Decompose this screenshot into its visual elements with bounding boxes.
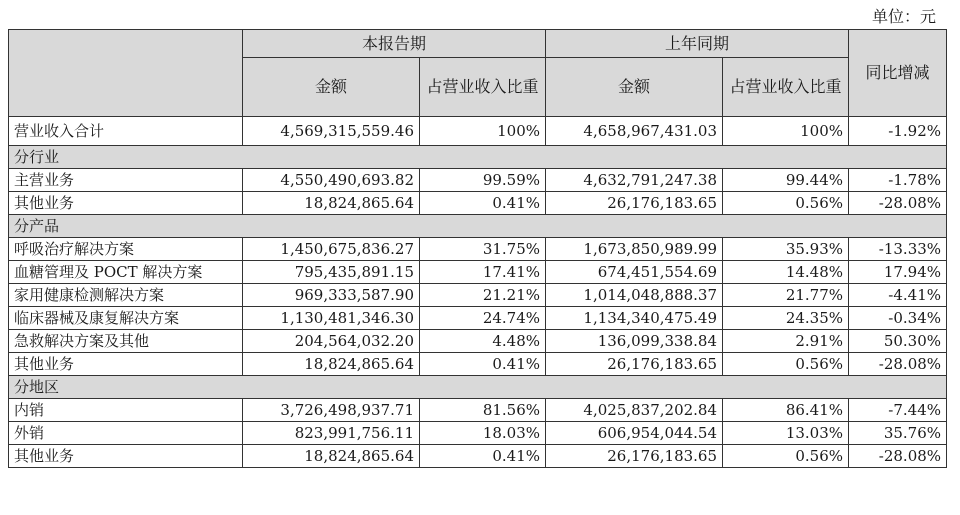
header-current-amount: 金额 <box>243 58 420 117</box>
header-last-year-period: 上年同期 <box>546 30 849 58</box>
total-row <box>9 117 947 146</box>
row-last-year-amount: 606,954,044.54 <box>546 422 723 445</box>
total-current-amount: 4,569,315,559.46 <box>243 117 420 146</box>
header-last-year-amount: 金额 <box>546 58 723 117</box>
row-current-amount: 18,824,865.64 <box>243 445 420 468</box>
row-yoy: 35.76% <box>849 422 947 445</box>
row-current-ratio: 24.74% <box>420 307 546 330</box>
row-label: 主营业务 <box>9 169 243 192</box>
row-last-year-amount: 1,134,340,475.49 <box>546 307 723 330</box>
table-row <box>9 353 947 376</box>
row-current-ratio: 4.48% <box>420 330 546 353</box>
table-row <box>9 330 947 353</box>
row-current-amount: 204,564,032.20 <box>243 330 420 353</box>
row-yoy: -28.08% <box>849 192 947 215</box>
header-last-year-ratio: 占营业收入比重 <box>723 58 849 117</box>
header-row-1 <box>9 30 947 58</box>
row-current-ratio: 0.41% <box>420 192 546 215</box>
row-label: 家用健康检测解决方案 <box>9 284 243 307</box>
row-last-year-ratio: 14.48% <box>723 261 849 284</box>
row-last-year-ratio: 0.56% <box>723 353 849 376</box>
total-label: 营业收入合计 <box>9 117 243 146</box>
section-title: 分产品 <box>9 215 947 238</box>
row-label: 其他业务 <box>9 192 243 215</box>
total-last-year-amount: 4,658,967,431.03 <box>546 117 723 146</box>
row-last-year-ratio: 24.35% <box>723 307 849 330</box>
row-label: 其他业务 <box>9 353 243 376</box>
section-row <box>9 215 947 238</box>
header-current-ratio: 占营业收入比重 <box>420 58 546 117</box>
row-last-year-amount: 4,025,837,202.84 <box>546 399 723 422</box>
row-current-amount: 795,435,891.15 <box>243 261 420 284</box>
table-row <box>9 261 947 284</box>
row-last-year-amount: 26,176,183.65 <box>546 445 723 468</box>
total-current-ratio: 100% <box>420 117 546 146</box>
section-row <box>9 146 947 169</box>
row-yoy: -1.78% <box>849 169 947 192</box>
row-current-ratio: 21.21% <box>420 284 546 307</box>
row-current-ratio: 17.41% <box>420 261 546 284</box>
table-row <box>9 445 947 468</box>
row-current-ratio: 99.59% <box>420 169 546 192</box>
row-current-amount: 18,824,865.64 <box>243 192 420 215</box>
row-last-year-ratio: 13.03% <box>723 422 849 445</box>
row-current-ratio: 0.41% <box>420 445 546 468</box>
row-current-ratio: 81.56% <box>420 399 546 422</box>
header-yoy: 同比增减 <box>849 30 947 117</box>
row-label: 血糖管理及 POCT 解决方案 <box>9 261 243 284</box>
row-last-year-amount: 4,632,791,247.38 <box>546 169 723 192</box>
row-current-amount: 18,824,865.64 <box>243 353 420 376</box>
row-yoy: -7.44% <box>849 399 947 422</box>
table-row <box>9 284 947 307</box>
row-current-amount: 3,726,498,937.71 <box>243 399 420 422</box>
header-current-period: 本报告期 <box>243 30 546 58</box>
row-last-year-amount: 674,451,554.69 <box>546 261 723 284</box>
row-label: 其他业务 <box>9 445 243 468</box>
row-yoy: -0.34% <box>849 307 947 330</box>
row-current-amount: 1,450,675,836.27 <box>243 238 420 261</box>
row-yoy: 50.30% <box>849 330 947 353</box>
table-row <box>9 238 947 261</box>
row-current-ratio: 18.03% <box>420 422 546 445</box>
total-yoy: -1.92% <box>849 117 947 146</box>
row-current-ratio: 0.41% <box>420 353 546 376</box>
row-label: 内销 <box>9 399 243 422</box>
row-last-year-ratio: 99.44% <box>723 169 849 192</box>
unit-label: 单位：元 <box>871 7 936 26</box>
row-current-amount: 1,130,481,346.30 <box>243 307 420 330</box>
row-current-amount: 4,550,490,693.82 <box>243 169 420 192</box>
section-row <box>9 376 947 399</box>
row-yoy: 17.94% <box>849 261 947 284</box>
row-label: 呼吸治疗解决方案 <box>9 238 243 261</box>
header-corner-cell <box>9 30 243 117</box>
row-yoy: -13.33% <box>849 238 947 261</box>
row-last-year-ratio: 0.56% <box>723 445 849 468</box>
total-last-year-ratio: 100% <box>723 117 849 146</box>
row-last-year-ratio: 21.77% <box>723 284 849 307</box>
row-last-year-amount: 1,673,850,989.99 <box>546 238 723 261</box>
section-title: 分行业 <box>9 146 947 169</box>
row-label: 外销 <box>9 422 243 445</box>
row-last-year-amount: 26,176,183.65 <box>546 353 723 376</box>
row-last-year-amount: 26,176,183.65 <box>546 192 723 215</box>
table-row <box>9 422 947 445</box>
row-label: 急救解决方案及其他 <box>9 330 243 353</box>
table-row <box>9 307 947 330</box>
row-last-year-amount: 1,014,048,888.37 <box>546 284 723 307</box>
row-last-year-ratio: 35.93% <box>723 238 849 261</box>
row-yoy: -28.08% <box>849 353 947 376</box>
table-row <box>9 192 947 215</box>
row-last-year-amount: 136,099,338.84 <box>546 330 723 353</box>
section-title: 分地区 <box>9 376 947 399</box>
row-current-amount: 823,991,756.11 <box>243 422 420 445</box>
row-yoy: -28.08% <box>849 445 947 468</box>
table-row <box>9 169 947 192</box>
row-current-ratio: 31.75% <box>420 238 546 261</box>
row-last-year-ratio: 86.41% <box>723 399 849 422</box>
table-row <box>9 399 947 422</box>
row-current-amount: 969,333,587.90 <box>243 284 420 307</box>
revenue-breakdown-table <box>8 29 947 468</box>
row-last-year-ratio: 0.56% <box>723 192 849 215</box>
row-label: 临床器械及康复解决方案 <box>9 307 243 330</box>
row-yoy: -4.41% <box>849 284 947 307</box>
row-last-year-ratio: 2.91% <box>723 330 849 353</box>
